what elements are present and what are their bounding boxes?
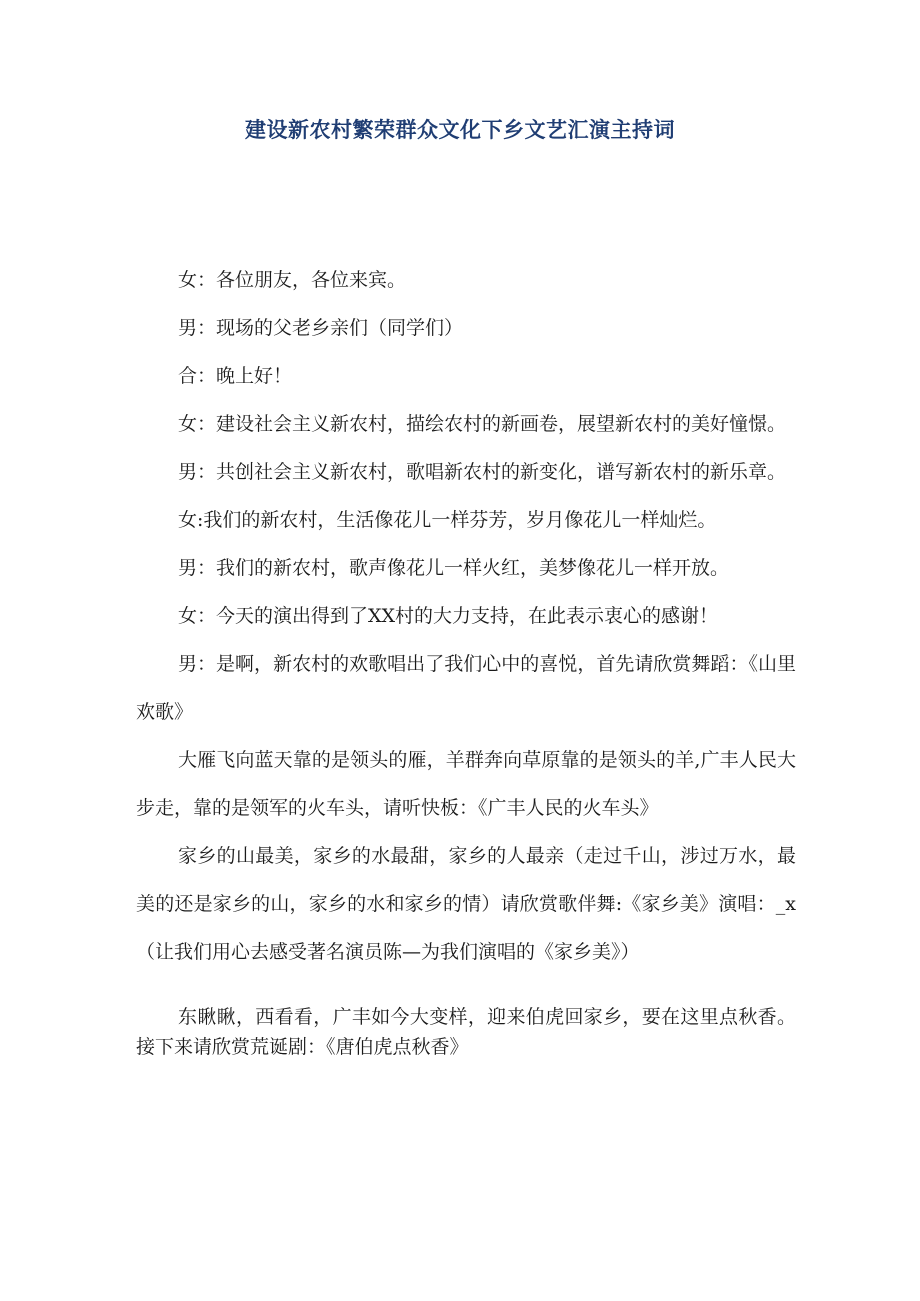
paragraph: 男：现场的父老乡亲们（同学们） bbox=[178, 317, 464, 339]
document-body bbox=[136, 256, 796, 1062]
paragraph: 女：建设社会主义新农村，描绘农村的新画卷，展望新农村的美好憧憬。 bbox=[178, 413, 787, 435]
paragraph: 女：今天的演出得到了XX村的大力支持，在此表示衷心的感谢！ bbox=[178, 605, 719, 627]
paragraph: 大雁飞向蓝天靠的是领头的雁，羊群奔向草原靠的是领头的羊,广丰人民大步走，靠的是领军的火车头，请听快板：《广丰人民的火车头》 bbox=[136, 749, 796, 819]
paragraph: 男：是啊，新农村的欢歌唱出了我们心中的喜悦，首先请欣赏舞蹈：《山里欢歌》 bbox=[136, 653, 796, 723]
paragraph: 女：各位朋友，各位来宾。 bbox=[178, 269, 407, 291]
paragraph: 合：晚上好！ bbox=[178, 365, 293, 387]
document-title: 建设新农村繁荣群众文化下乡文艺汇演主持词 bbox=[245, 118, 675, 142]
paragraph: 东瞅瞅，西看看，广丰如今大变样，迎来伯虎回家乡，要在这里点秋香。接下来请欣赏荒诞剧：《唐伯虎点秋香》 bbox=[136, 1006, 796, 1058]
paragraph: 女:我们的新农村，生活像花儿一样芬芳，岁月像花儿一样灿烂。 bbox=[178, 509, 717, 531]
paragraph: 家乡的山最美，家乡的水最甜，家乡的人最亲（走过千山，涉过万水，最美的还是家乡的山，家乡的水和家乡的情）请欣赏歌伴舞:《家乡美》演唱：_x（让我们用心去感受著名演员陈—为我们演唱的《家乡美》） bbox=[136, 845, 796, 963]
paragraph: 男：共创社会主义新农村，歌唱新农村的新变化，谱写新农村的新乐章。 bbox=[178, 461, 787, 483]
paragraph: 男：我们的新农村，歌声像花儿一样火红，美梦像花儿一样开放。 bbox=[178, 557, 730, 579]
